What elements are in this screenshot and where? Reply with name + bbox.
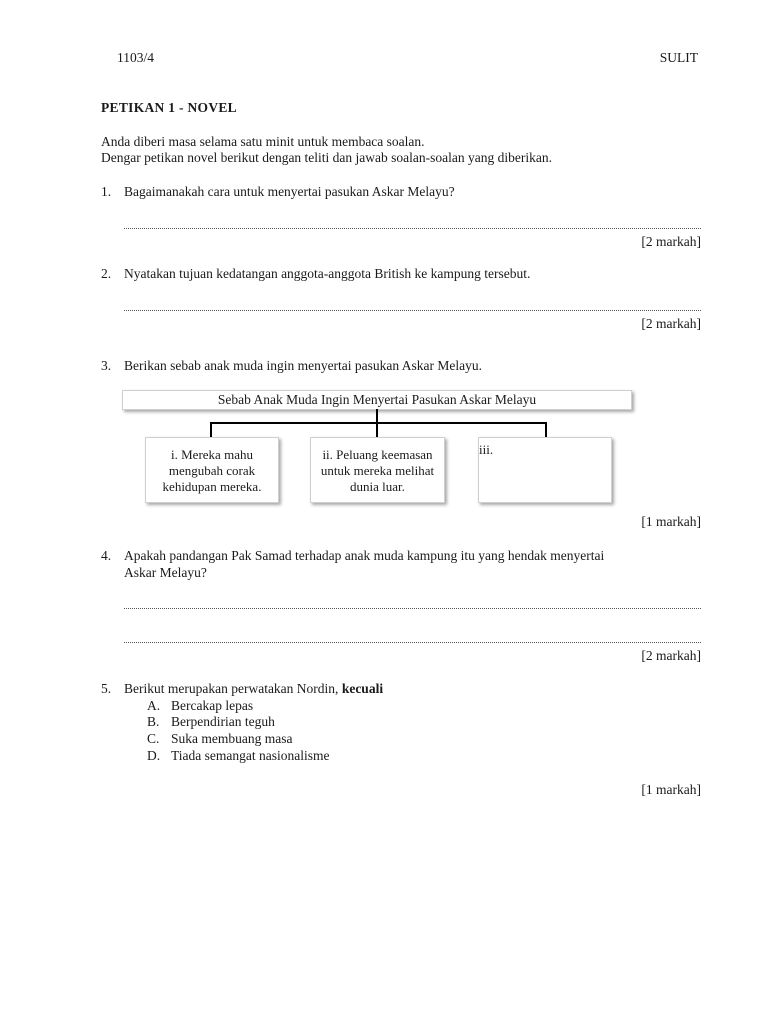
question-2-number: 2. xyxy=(101,266,112,281)
option-d-letter: D. xyxy=(147,748,161,763)
option-d[interactable] xyxy=(147,748,329,764)
question-2-text: Nyatakan tujuan kedatangan anggota-anggota British ke kampung tersebut. xyxy=(124,266,531,281)
question-5-number: 5. xyxy=(101,681,112,696)
option-d-text: Tiada semangat nasionalisme xyxy=(171,748,330,763)
reason-box-3[interactable] xyxy=(478,437,612,503)
connector-stem xyxy=(376,409,378,423)
reason-box-2 xyxy=(310,437,445,503)
question-3-number: 3. xyxy=(101,358,112,373)
question-1-text: Bagaimanakah cara untuk menyertai pasukan Askar Melayu? xyxy=(124,184,455,199)
option-a[interactable] xyxy=(147,698,253,714)
classification-label: SULIT xyxy=(659,50,698,65)
question-3-text: Berikan sebab anak muda ingin menyertai pasukan Askar Melayu. xyxy=(124,358,483,373)
reason-box-1 xyxy=(145,437,279,503)
option-b-text: Berpendirian teguh xyxy=(171,714,275,729)
connector-bar xyxy=(210,422,547,424)
option-a-letter: A. xyxy=(147,698,161,713)
instruction-line-2: Dengar petikan novel berikut dengan teliti dan jawab soalan-soalan yang diberikan. xyxy=(101,150,552,165)
option-b-letter: B. xyxy=(147,714,160,729)
option-c-letter: C. xyxy=(147,731,160,746)
option-c[interactable] xyxy=(147,731,292,747)
connector-middle xyxy=(376,422,378,437)
reason-2-line-2: untuk mereka melihat xyxy=(320,463,435,478)
diagram-title: Sebab Anak Muda Ingin Menyertai Pasukan Askar Melayu xyxy=(122,390,632,410)
section-title: PETIKAN 1 - NOVEL xyxy=(101,100,237,115)
reason-1-line-2: mengubah corak xyxy=(168,463,256,478)
connector-left xyxy=(210,422,212,437)
reason-2-line-1: ii. Peluang keemasan xyxy=(322,447,433,462)
answer-line-4a[interactable] xyxy=(124,608,701,609)
question-5-stem: Berikut merupakan perwatakan Nordin, xyxy=(124,681,339,696)
reason-1-line-3: kehidupan mereka. xyxy=(162,479,262,494)
question-1-number: 1. xyxy=(101,184,112,199)
question-2-marks: [2 markah] xyxy=(641,316,701,331)
reason-2-line-3: dunia luar. xyxy=(350,479,405,494)
question-4-text-line-1: Apakah pandangan Pak Samad terhadap anak muda kampung itu yang hendak menyertai xyxy=(124,548,605,563)
question-4-number: 4. xyxy=(101,548,112,563)
answer-line-1[interactable] xyxy=(124,228,701,229)
question-5-text xyxy=(124,681,383,697)
question-3-marks: [1 markah] xyxy=(641,514,701,529)
question-5-marks: [1 markah] xyxy=(641,782,701,797)
question-5-emphasis: kecuali xyxy=(341,681,384,696)
reason-1-line-1: i. Mereka mahu xyxy=(171,447,253,462)
paper-code: 1103/4 xyxy=(117,50,154,65)
answer-line-2[interactable] xyxy=(124,310,701,311)
reason-3-line-1: iii. xyxy=(479,442,494,457)
option-a-text: Bercakap lepas xyxy=(171,698,254,713)
question-1-marks: [2 markah] xyxy=(641,234,701,249)
question-4-text-line-2: Askar Melayu? xyxy=(124,565,207,580)
answer-line-4b[interactable] xyxy=(124,642,701,643)
connector-right xyxy=(545,422,547,437)
option-b[interactable] xyxy=(147,714,275,730)
option-c-text: Suka membuang masa xyxy=(171,731,293,746)
instruction-line-1: Anda diberi masa selama satu minit untuk membaca soalan. xyxy=(101,134,425,149)
question-4-marks: [2 markah] xyxy=(641,648,701,663)
